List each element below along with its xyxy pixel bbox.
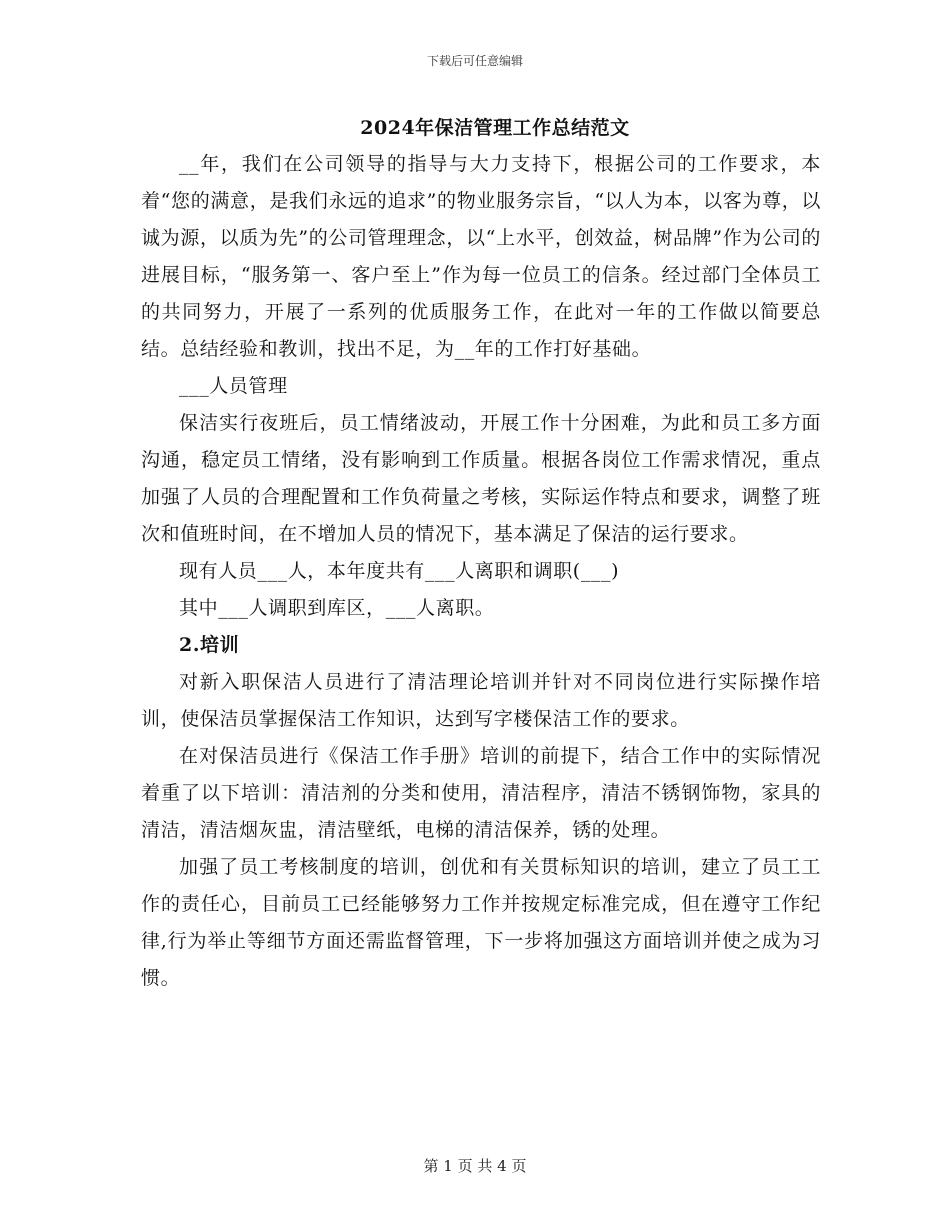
document-body	[141, 146, 821, 997]
paragraph-training-new: 对新入职保洁人员进行了清洁理论培训并针对不同岗位进行实际操作培训，使保洁员掌握保洁工作知识，达到写字楼保洁工作的要求。	[141, 671, 821, 730]
paragraph-intro: __年，我们在公司领导的指导与大力支持下，根据公司的工作要求，本着“您的满意，是我们永远的追求”的物业服务宗旨，“以人为本，以客为尊，以诚为源，以质为先”的公司管理理念，以“上水平，创效益，树品牌”作为公司的进展目标，“服务第一、客户至上”作为每一位员工的信条。经过部门全体员工的共同努力，开展了一系列的优质服务工作，在此对一年的工作做以简要总结。总结经验和教训，找出不足，为__年的工作打好基础。	[141, 153, 821, 360]
paragraph-staff-count: 现有人员___人，本年度共有___人离职和调职(___)	[179, 560, 620, 582]
page-header-note: 下载后可任意编辑	[426, 54, 523, 68]
page-footer-number: 第 1 页 共 4 页	[423, 1157, 527, 1175]
section-heading-training: 2.培训	[179, 634, 240, 656]
section-heading-personnel: ___人员管理	[179, 375, 288, 397]
paragraph-training-manual: 在对保洁员进行《保洁工作手册》培训的前提下，结合工作中的实际情况着重了以下培训：清洁剂的分类和使用，清洁程序，清洁不锈钢饰物，家具的清洁，清洁烟灰盅，清洁壁纸，电梯的清洁保养，锈的处理。	[141, 745, 821, 841]
paragraph-personnel: 保洁实行夜班后，员工情绪波动，开展工作十分困难，为此和员工多方面沟通，稳定员工情绪，没有影响到工作质量。根据各岗位工作需求情况，重点加强了人员的合理配置和工作负荷量之考核，实际运作特点和要求，调整了班次和值班时间，在不增加人员的情况下，基本满足了保洁的运行要求。	[141, 412, 821, 545]
document-title: 2024年保洁管理工作总结范文	[360, 117, 630, 139]
paragraph-staff-transfer: 其中___人调职到库区，___人离职。	[179, 597, 495, 619]
paragraph-training-assessment: 加强了员工考核制度的培训，创优和有关贯标知识的培训，建立了员工工作的责任心，目前员工已经能够努力工作并按规定标准完成，但在遵守工作纪律,行为举止等细节方面还需监督管理，下一步将加强这方面培训并使之成为习惯。	[141, 856, 821, 989]
